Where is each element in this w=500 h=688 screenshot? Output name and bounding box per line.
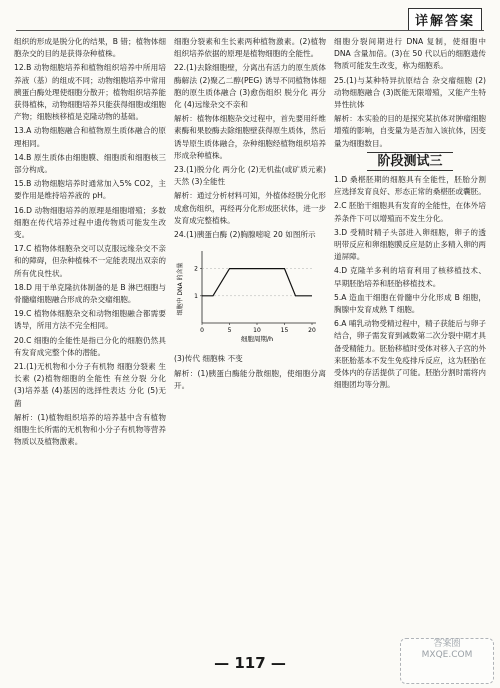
answer-paragraph: 20.C 细胞的全能性是指已分化的细胞仍然具有发育成完整个体的潜能。 (14, 335, 166, 357)
answer-paragraph: 22.(1)去除细胞壁，分离出有活力的原生质体 酶解法 (2)聚乙二醇(PEG) 诱导不同植物体细胞的原生质体融合 (3)愈伤组织 脱分化 再分化 (4)远缘杂交不亲和 (174, 63, 326, 110)
y-tick-label: 2 (194, 265, 198, 273)
answer-paragraph: 25.(1)与某种特异抗原结合 杂交瘤细胞 (2)动物细胞融合 (3)既能无限增殖，又能产生特异性抗体 (334, 75, 486, 110)
answer-paragraph: 21.(1)无机物和小分子有机物 细胞分裂素 生长素 (2)植物细胞的全能性 有丝分裂 分化 (3)培养基 (4)基因的选择性表达 分化 (5)无菌 (14, 362, 166, 408)
y-axis-label: 细胞中 DNA 的含量 (177, 262, 184, 316)
header-label: 详解答案 (408, 8, 482, 31)
answer-paragraph: 解析：植物体细胞杂交过程中，首先要用纤维素酶和果胶酶去除细胞壁获得原生质体，然后诱导原生质体融合，杂种细胞经植物组织培养形成杂种植株。 (174, 114, 326, 160)
answer-paragraph: 23.(1)脱分化 两分化 (2)无机盐(或矿质元素) 天然 (3)全能性 (174, 165, 326, 187)
answer-paragraph: 16.D 动物细胞培养的原理是细胞增殖；多数细胞在传代培养过程中遗传物质可能发生改变。 (14, 205, 166, 240)
answer-paragraph: 4.D 克隆羊多利的培育利用了核移植技术、早期胚胎培养和胚胎移植技术。 (334, 266, 486, 288)
answer-paragraph: 12.B 动物细胞培养和植物组织培养中所用培养液（基）的组成不同；动物细胞培养中常用胰蛋白酶处理使细胞分散开；植物组织培养能获得植株，动物细胞培养只能获得细胞或细胞产物；细胞核移植是克隆动物的基础。 (14, 63, 166, 122)
x-axis-label: 细胞周期/h (240, 335, 274, 344)
x-tick-label: 5 (227, 327, 232, 335)
answer-paragraph: (3)传代 细胞株 不变 (174, 354, 243, 364)
x-tick-label: 0 (200, 327, 204, 335)
answer-paragraph: 解析：本实验的目的是探究某抗体对肿瘤细胞增殖的影响，自变量为是否加入该抗体，因变量为细胞数目。 (334, 114, 486, 148)
answer-paragraph: 17.C 植物体细胞杂交可以克服远缘杂交不亲和的障碍，但杂种植株不一定能表现出双亲的所有优良性状。 (14, 244, 166, 278)
text-columns (14, 36, 486, 642)
watermark-logo: 答案圈 MXQE.COM (400, 638, 494, 684)
column-right (334, 36, 486, 642)
chart-svg (174, 245, 322, 345)
answer-paragraph: 细胞分裂间期进行 DNA 复制，使细胞中 DNA 含量加倍。(3)在 50 代以后的细胞遗传物质可能发生改变，称为细胞系。 (334, 37, 486, 71)
answer-paragraph: 5.A 造血干细胞在骨髓中分化形成 B 细胞，胸腺中发育成熟 T 细胞。 (334, 292, 486, 315)
page-number: — 117 — (214, 654, 286, 672)
header-rule (16, 30, 484, 31)
dna-series-line (202, 269, 312, 296)
x-tick-label: 10 (253, 327, 261, 335)
answer-paragraph: 细胞分裂素和生长素两种植物激素。(2)植物组织培养依据的原理是植物细胞的全能性。 (174, 37, 326, 59)
answer-paragraph: 14.B 原生质体由细胞膜、细胞质和细胞核三部分构成。 (14, 152, 166, 175)
answer-paragraph: 6.A 哺乳动物受精过程中，精子获能后与卵子结合，卵子需发育到减数第二次分裂中期才具备受精能力。胚胎移植时受体对移入子宫的外来胚胎基本不发生免疫排斥反应，这为胚胎在受体内的存活提供了可能。胚胎分割时需将内细胞团均等分割。 (334, 319, 486, 390)
answer-paragraph: 19.C 植物体细胞杂交和动物细胞融合都需要诱导，所用方法不完全相同。 (14, 309, 166, 331)
answer-paragraph: 2.C 胚胎干细胞具有发育的全能性，在体外培养条件下可以增殖而不发生分化。 (334, 201, 486, 223)
answer-paragraph: 解析：(1)植物组织培养的培养基中含有植物细胞生长所需的无机物和小分子有机物等营养物质以及植物激素。 (14, 412, 166, 447)
answer-paragraph: 解析：通过分析材料可知，外植体经脱分化形成愈伤组织，再经再分化形成胚状体，进一步发育成完整植株。 (174, 191, 326, 225)
answer-paragraph: 解析：(1)胰蛋白酶能分散细胞，使细胞分离开。 (174, 368, 326, 390)
x-tick-label: 20 (308, 327, 316, 335)
section-title (334, 153, 486, 169)
answer-paragraph: 15.B 动物细胞培养时通常加入5% CO2，主要作用是维持培养液的 pH。 (14, 179, 166, 201)
section-title-text: 阶段测试三 (367, 152, 452, 171)
column-left (14, 36, 166, 642)
answer-paragraph: 组织的形成是脱分化的结果，B 错；植物体细胞杂交的目的是获得杂种植株。 (14, 37, 166, 59)
answer-paragraph: 3.D 受精时精子头部进入卵细胞，卵子的透明带反应和卵细胞膜反应是防止多精入卵的两道屏障。 (334, 227, 486, 262)
answer-paragraph: 1.D 桑椹胚期的细胞具有全能性，胚胎分割应选择发育良好、形态正常的桑椹胚或囊胚。 (334, 175, 486, 197)
x-tick-label: 15 (280, 327, 289, 335)
column-middle (174, 36, 326, 642)
dna-content-chart (174, 245, 326, 349)
answer-paragraph: 24.(1)胰蛋白酶 (2)胸腺嘧啶 20 如图所示 (174, 230, 316, 240)
y-tick-label: 1 (194, 293, 198, 301)
answer-paragraph: 13.A 动物细胞融合和植物原生质体融合的原理相同。 (14, 126, 166, 148)
answer-paragraph: 18.D 用于单克隆抗体制备的是 B 淋巴细胞与骨髓瘤细胞融合形成的杂交瘤细胞。 (14, 282, 166, 305)
